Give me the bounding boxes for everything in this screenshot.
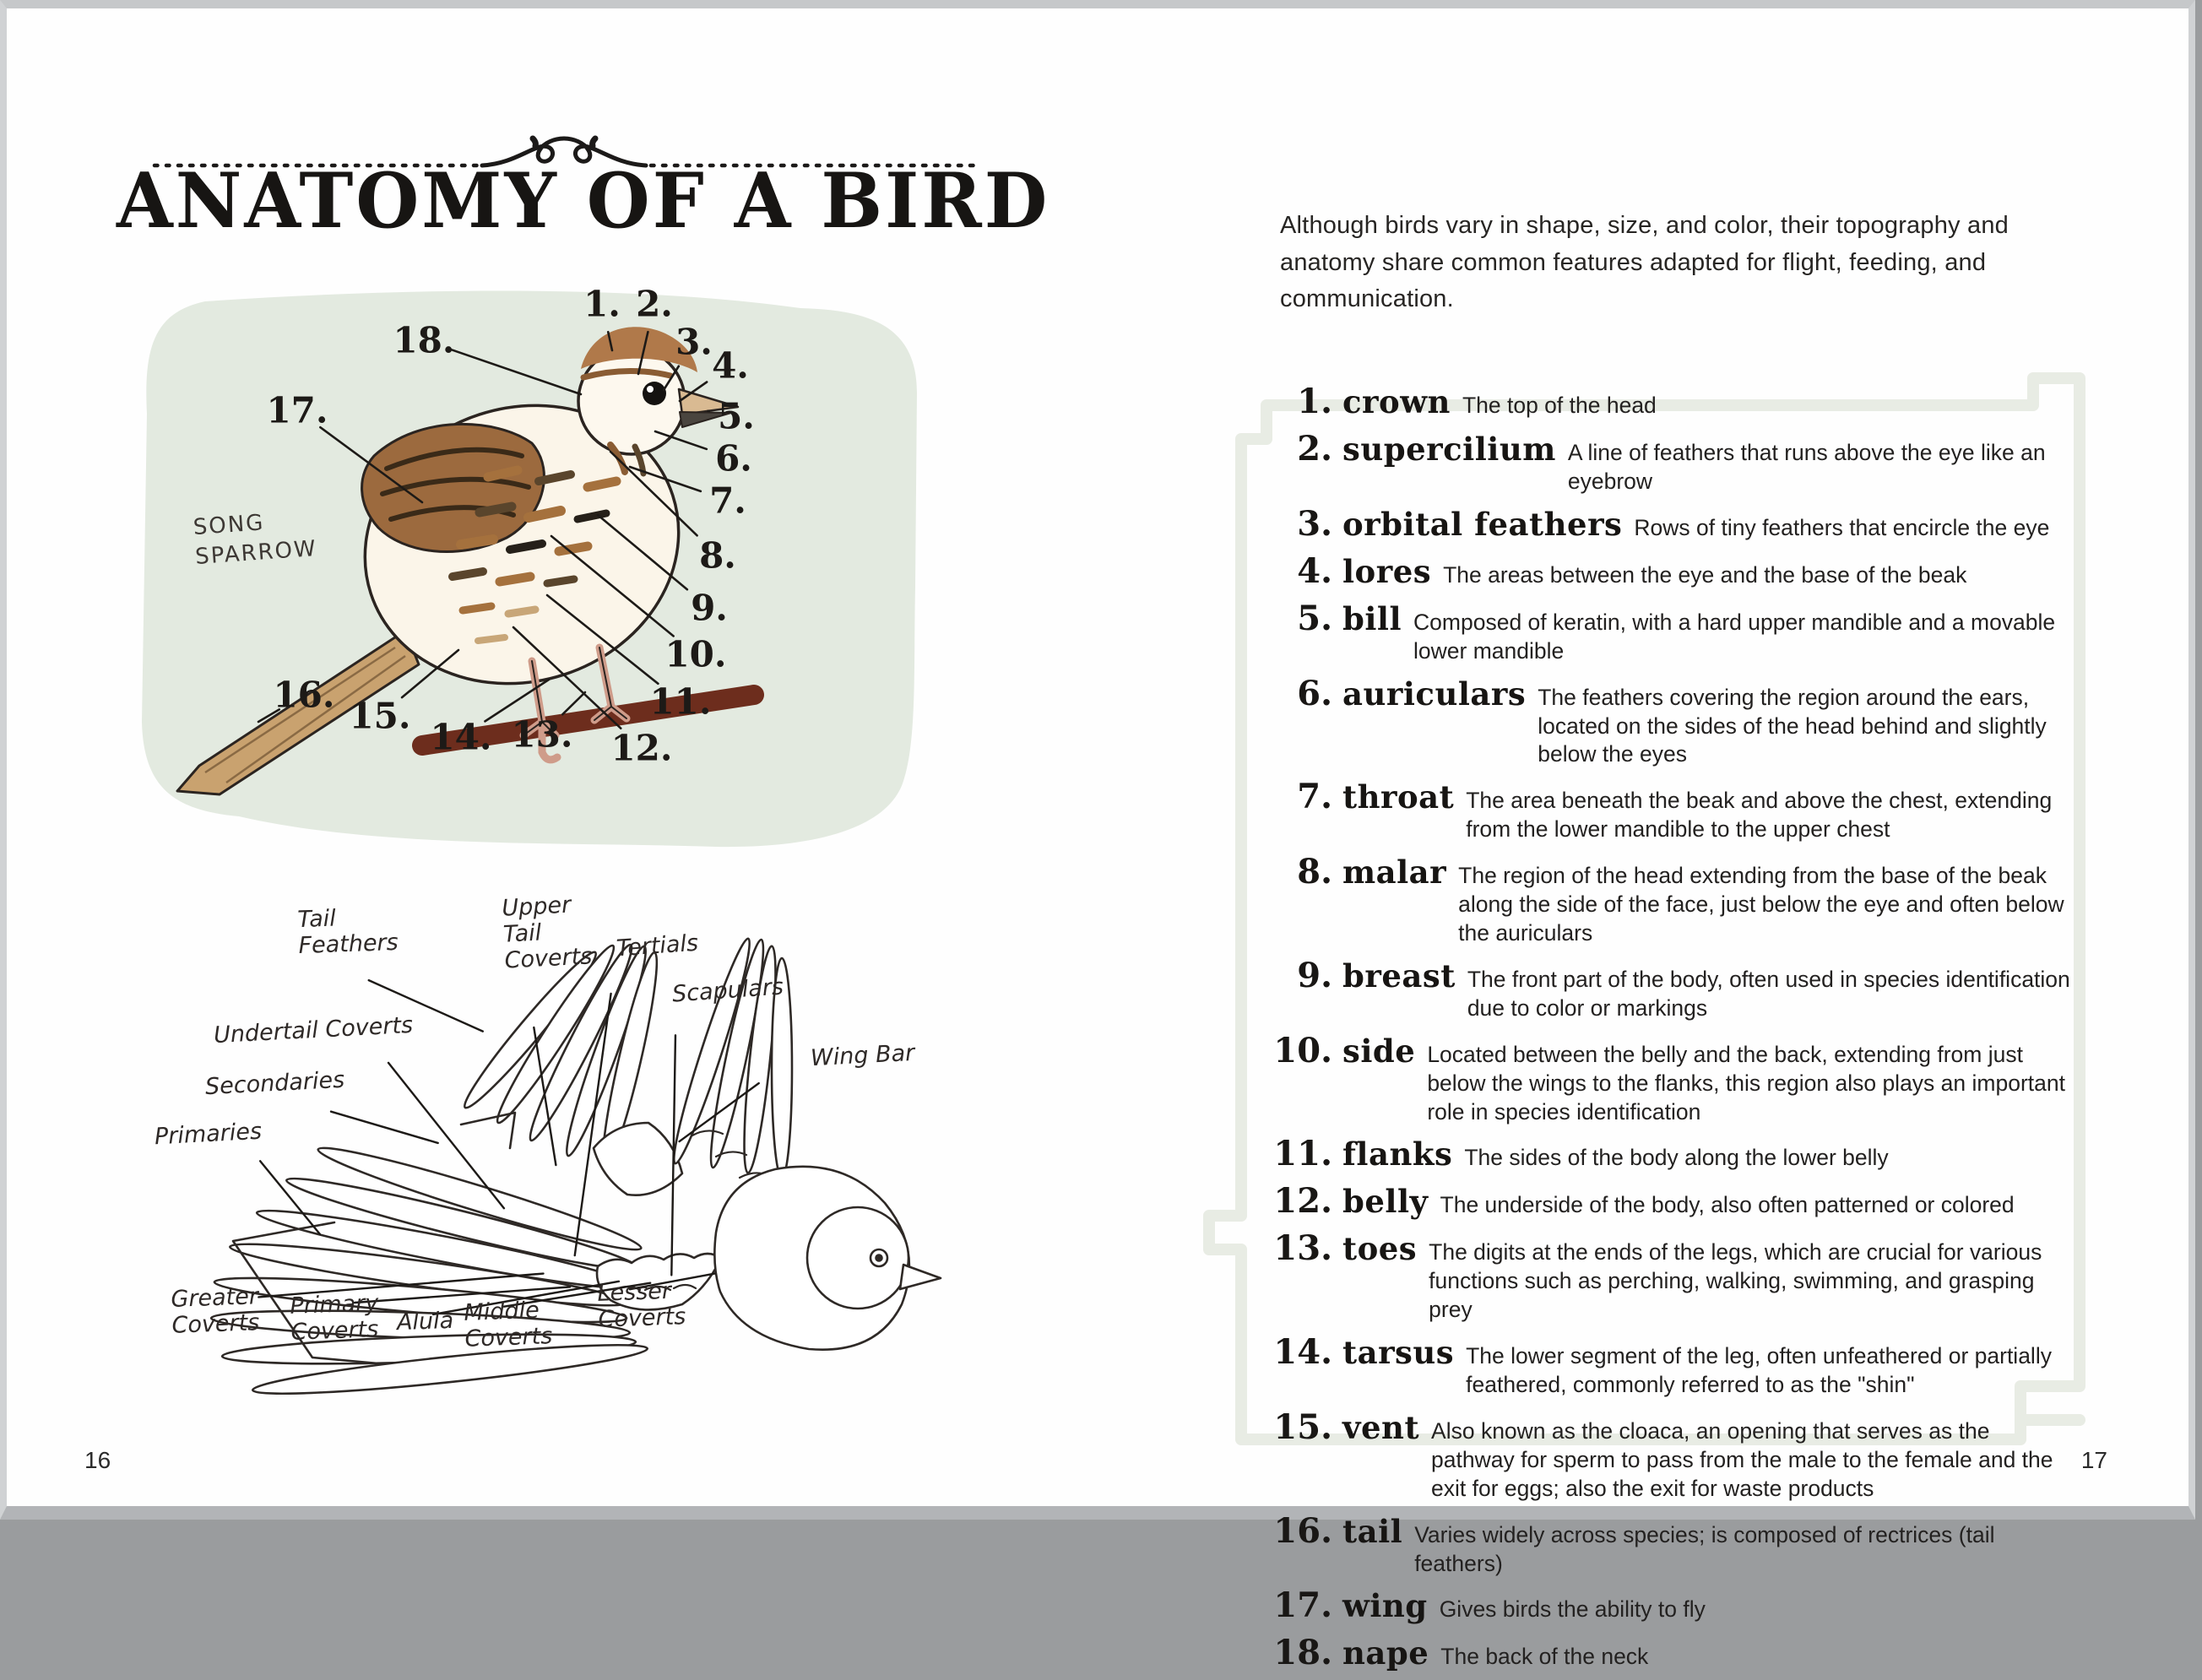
term-definition: The area beneath the beak and above the chest, extending from the lower mandible to the upper chest — [1466, 787, 2077, 844]
flight-label-line: Primary — [290, 1290, 379, 1320]
term-item-bill — [1266, 599, 2077, 666]
flight-line-upper-tail-coverts — [534, 1027, 556, 1165]
term-number: 17. — [1266, 1585, 1342, 1625]
term-number: 13. — [1266, 1228, 1342, 1268]
term-word: orbital feathers — [1342, 506, 1634, 543]
callout-line-17 — [320, 427, 422, 502]
term-definition: The digits at the ends of the legs, which are crucial for various functions such as perching, walking, swimming, and grasping prey — [1429, 1238, 2077, 1325]
term-word: crown — [1342, 383, 1462, 420]
term-word: vent — [1342, 1409, 1431, 1446]
term-item-side — [1266, 1031, 2077, 1127]
term-word: wing — [1342, 1587, 1440, 1624]
callout-number-6: 6. — [715, 438, 752, 480]
flight-label-alula — [396, 1308, 453, 1336]
flight-label-lesser-coverts — [597, 1277, 686, 1333]
callout-number-15: 15. — [349, 696, 410, 737]
term-word: bill — [1342, 600, 1413, 637]
flight-line-primaries — [260, 1161, 320, 1234]
callout-number-1: 1. — [583, 284, 621, 325]
callout-line-10 — [551, 536, 674, 636]
term-definition: The region of the head extending from the base of the beak along the side of the face, just below the eye and often below the auriculars — [1458, 862, 2077, 948]
callout-number-2: 2. — [636, 284, 673, 325]
flight-label-wing-bar — [810, 1040, 915, 1071]
perched-sparrow-diagram — [125, 266, 927, 857]
intro-paragraph: Although birds vary in shape, size, and color, their topography and anatomy share common features adapted for flight, feeding, and communication. — [1280, 208, 2065, 318]
term-number: 5. — [1266, 599, 1342, 638]
flight-label-line: Secondaries — [204, 1067, 345, 1101]
flight-label-line: Primaries — [154, 1119, 262, 1151]
callout-line-8 — [610, 452, 697, 535]
callout-number-12: 12. — [610, 728, 672, 769]
term-word: malar — [1342, 854, 1458, 891]
term-word: throat — [1342, 778, 1466, 816]
term-word: supercilium — [1342, 431, 1568, 468]
term-item-orbital-feathers — [1266, 504, 2077, 544]
term-word: flanks — [1342, 1135, 1464, 1173]
term-word: nape — [1342, 1634, 1440, 1672]
callout-number-10: 10. — [664, 634, 726, 675]
term-number: 16. — [1266, 1511, 1342, 1551]
term-item-crown — [1266, 382, 2077, 421]
species-label-line1: SONG — [193, 505, 317, 543]
term-number: 11. — [1266, 1134, 1342, 1173]
term-word: toes — [1342, 1230, 1429, 1267]
callout-line-13 — [562, 692, 585, 714]
callout-line-18 — [451, 350, 581, 394]
term-number: 14. — [1266, 1332, 1342, 1372]
flight-label-line: Alula — [396, 1308, 453, 1336]
term-definition: Rows of tiny feathers that encircle the eye — [1634, 514, 2077, 543]
term-number: 10. — [1266, 1031, 1342, 1070]
callout-number-3: 3. — [675, 322, 713, 363]
flight-label-tail-feathers — [297, 903, 399, 959]
term-word: auriculars — [1342, 675, 1538, 713]
term-item-malar — [1266, 852, 2077, 948]
flight-label-line: Feathers — [298, 929, 399, 959]
flight-label-line: Coverts — [464, 1323, 553, 1352]
term-definition: Gives birds the ability to fly — [1440, 1596, 2077, 1624]
term-definition: The feathers covering the region around the ears, located on the sides of the head behind and slightly below the eyes — [1538, 684, 2077, 770]
term-definition: The lower segment of the leg, often unfeathered or partially feathered, commonly referred to as the "shin" — [1466, 1342, 2077, 1400]
page-number-left: 16 — [84, 1447, 111, 1474]
anatomy-terms-list — [1266, 382, 2077, 1680]
flight-label-line: Wing Bar — [810, 1040, 915, 1071]
callout-number-9: 9. — [691, 588, 728, 629]
callout-line-7 — [630, 467, 701, 491]
term-item-tail — [1266, 1511, 2077, 1579]
callout-line-1 — [608, 332, 612, 350]
term-definition: The front part of the body, often used in species identification due to color or markings — [1467, 966, 2077, 1023]
species-label — [193, 505, 318, 572]
callout-number-17: 17. — [266, 390, 328, 431]
flight-label-line: Coverts — [171, 1309, 260, 1339]
term-definition: The top of the head — [1462, 392, 2077, 420]
term-number: 3. — [1266, 504, 1342, 544]
callout-number-4: 4. — [712, 345, 749, 387]
callout-number-11: 11. — [649, 681, 711, 723]
term-item-nape — [1266, 1633, 2077, 1672]
term-number: 1. — [1266, 382, 1342, 421]
flight-label-primaries — [154, 1119, 262, 1151]
term-item-lores — [1266, 551, 2077, 591]
flight-label-line: Lesser — [597, 1277, 686, 1307]
term-item-throat — [1266, 777, 2077, 844]
term-item-wing — [1266, 1585, 2077, 1625]
term-word: lores — [1342, 553, 1443, 590]
term-item-breast — [1266, 956, 2077, 1023]
term-number: 4. — [1266, 551, 1342, 591]
callout-line-4 — [680, 382, 707, 401]
flight-label-middle-coverts — [464, 1297, 553, 1352]
term-definition: The back of the neck — [1440, 1643, 2077, 1672]
flight-label-line: Undertail Coverts — [213, 1012, 413, 1049]
callout-line-2 — [638, 332, 648, 374]
flight-line-tertials — [575, 994, 611, 1255]
term-word: tail — [1342, 1513, 1414, 1550]
flight-label-line: Upper — [502, 891, 590, 921]
term-number: 9. — [1266, 956, 1342, 995]
term-number: 2. — [1266, 429, 1342, 469]
callout-number-7: 7. — [709, 480, 746, 522]
page-number-right: 17 — [2081, 1447, 2107, 1474]
flight-label-line: Coverts — [598, 1303, 686, 1333]
callout-number-13: 13. — [511, 714, 572, 756]
flight-label-line: Tertials — [616, 930, 699, 962]
flight-label-line: Coverts — [290, 1316, 380, 1346]
term-definition: The areas between the eye and the base of the beak — [1443, 561, 2077, 590]
page-title: ANATOMY OF A BIRD — [117, 157, 1012, 246]
flight-label-greater-coverts — [171, 1283, 260, 1339]
term-number: 18. — [1266, 1633, 1342, 1672]
flight-line-wing-bar — [680, 1083, 759, 1141]
term-item-tarsus — [1266, 1332, 2077, 1400]
term-item-vent — [1266, 1407, 2077, 1504]
term-number: 12. — [1266, 1181, 1342, 1221]
term-item-supercilium — [1266, 429, 2077, 496]
term-definition: Composed of keratin, with a hard upper mandible and a movable lower mandible — [1413, 609, 2077, 666]
callout-number-14: 14. — [430, 717, 491, 758]
term-number: 7. — [1266, 777, 1342, 816]
flight-label-line: Coverts — [504, 943, 593, 973]
callout-number-16: 16. — [273, 675, 334, 716]
term-definition: A line of feathers that runs above the eye like an eyebrow — [1568, 439, 2077, 496]
term-number: 6. — [1266, 674, 1342, 713]
term-word: tarsus — [1342, 1334, 1466, 1371]
flight-label-upper-tail-coverts — [502, 891, 593, 973]
callout-line-9 — [598, 515, 687, 589]
term-item-belly — [1266, 1181, 2077, 1221]
term-item-auriculars — [1266, 674, 2077, 770]
flight-label-line: Scapulars — [671, 973, 784, 1007]
callout-number-8: 8. — [699, 535, 736, 577]
flight-line-secondaries — [331, 1112, 438, 1143]
term-item-toes — [1266, 1228, 2077, 1325]
callout-number-18: 18. — [393, 320, 454, 361]
term-definition: The sides of the body along the lower belly — [1464, 1144, 2077, 1173]
callout-number-5: 5. — [718, 396, 755, 437]
callout-line-6 — [655, 431, 707, 449]
flight-label-line: Tail — [297, 903, 398, 933]
flight-label-line: Tail — [502, 917, 591, 947]
flight-feather-diagram — [125, 870, 986, 1427]
flight-label-primary-coverts — [290, 1290, 380, 1346]
callout-line-3 — [664, 366, 679, 390]
term-word: side — [1342, 1032, 1427, 1070]
term-definition: The underside of the body, also often patterned or colored — [1440, 1191, 2077, 1220]
term-definition: Also known as the cloaca, an opening that serves as the pathway for sperm to pass from the male to the female and the exit for eggs; also the exit for waste products — [1431, 1417, 2077, 1504]
term-number: 8. — [1266, 852, 1342, 891]
flight-line-scapulars — [671, 1035, 675, 1275]
flight-label-line: Greater — [171, 1283, 259, 1313]
flight-line-undertail-coverts — [388, 1063, 504, 1208]
term-definition: Located between the belly and the back, extending from just below the wings to the flanks, this region also plays an important role in species identification — [1427, 1041, 2077, 1127]
flight-label-line: Middle — [464, 1297, 552, 1326]
term-item-flanks — [1266, 1134, 2077, 1173]
term-word: breast — [1342, 957, 1467, 994]
term-word: belly — [1342, 1183, 1440, 1220]
term-number: 15. — [1266, 1407, 1342, 1447]
callout-line-15 — [402, 650, 458, 697]
term-definition: Varies widely across species; is composed of rectrices (tail feathers) — [1414, 1521, 2077, 1579]
species-label-line2: SPARROW — [194, 534, 318, 572]
